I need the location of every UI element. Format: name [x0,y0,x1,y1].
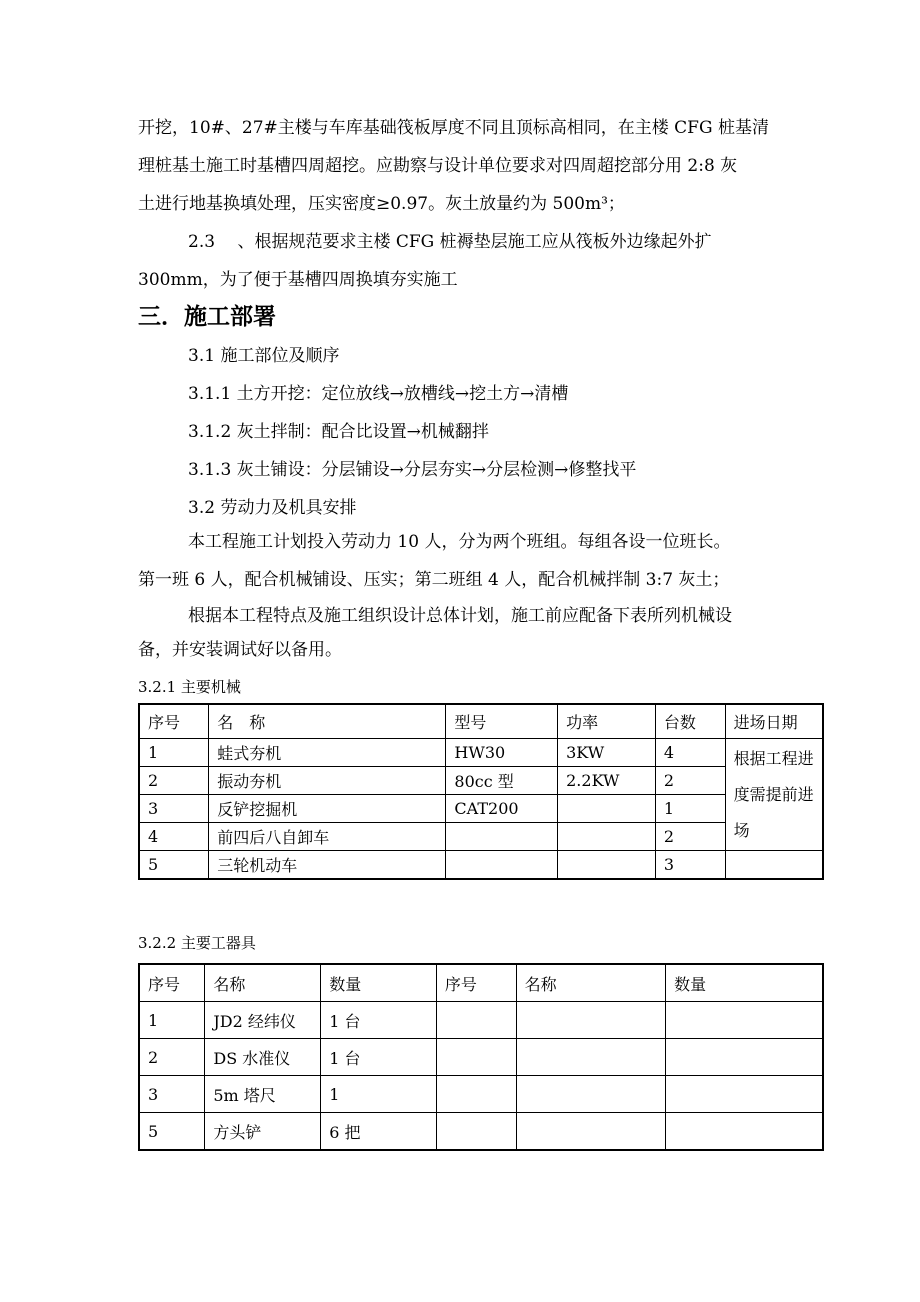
paragraph-line: 开挖，10#、27#主楼与车库基础筏板厚度不同且顶标高相同，在主楼 CFG 桩基清 [138,118,769,138]
tools-caption: 3.2.2 主要工器具 [138,934,256,952]
table-cell: 1 [321,1076,437,1113]
table-cell [436,1002,516,1039]
table-cell: 1 [139,739,209,767]
table-row [139,1002,823,1039]
paragraph-line: 根据本工程特点及施工组织设计总体计划，施工前应配备下表所列机械设 [188,606,732,626]
header-cell: 数量 [666,964,823,1002]
table-cell: 1 [139,1002,205,1039]
table-cell: 三轮机动车 [209,851,446,880]
table-cell: 5 [139,851,209,880]
table-cell: CAT200 [446,795,558,823]
table-row [139,851,823,880]
table-cell [446,851,558,880]
table-cell: 1 台 [321,1039,437,1076]
table-cell [516,1113,665,1151]
table-cell [516,1002,665,1039]
table-cell: 4 [655,739,725,767]
table-cell: HW30 [446,739,558,767]
paragraph-line: 理桩基土施工时基槽四周超挖。应勘察与设计单位要求对四周超挖部分用 2:8 灰 [138,156,738,176]
header-cell: 台数 [655,704,725,739]
section-title: 三．施工部署 [138,304,276,330]
paragraph-line: 本工程施工计划投入劳动力 10 人，分为两个班组。每组各设一位班长。 [188,532,731,552]
machinery-caption: 3.2.1 主要机械 [138,678,241,696]
table-row [139,795,823,823]
table-cell [666,1039,823,1076]
table-cell: 6 把 [321,1113,437,1151]
table-cell: 反铲挖掘机 [209,795,446,823]
table-cell: 2 [139,1039,205,1076]
list-item: 3.1.1 土方开挖：定位放线→放槽线→挖土方→清槽 [188,384,569,404]
paragraph-line: 备，并安装调试好以备用。 [138,640,342,660]
table-cell: 3KW [558,739,656,767]
table-cell: 4 [139,823,209,851]
table-cell [436,1113,516,1151]
table-cell [516,1076,665,1113]
paragraph-line: 300mm，为了便于基槽四周换填夯实施工 [138,270,458,290]
table-cell: 1 [655,795,725,823]
paragraph-line: 2.3 、根据规范要求主楼 CFG 桩褥垫层施工应从筏板外边缘起外扩 [188,232,712,252]
list-item: 3.1.2 灰土拌制：配合比设置→机械翻拌 [188,422,489,442]
table-cell: 2 [655,767,725,795]
list-item: 3.1.3 灰土铺设：分层铺设→分层夯实→分层检测→修整找平 [188,460,637,480]
table-cell: DS 水准仪 [205,1039,321,1076]
tools-table [138,963,824,1151]
table-cell: 5 [139,1113,205,1151]
table-cell: 前四后八自卸车 [209,823,446,851]
table-cell: 80cc 型 [446,767,558,795]
header-cell: 序号 [139,964,205,1002]
header-cell: 型号 [446,704,558,739]
table-cell: 3 [139,1076,205,1113]
header-cell: 名称 [205,964,321,1002]
table-cell: 2 [139,767,209,795]
header-cell: 序号 [436,964,516,1002]
header-cell: 功率 [558,704,656,739]
entry-date-note: 根据工程进度需提前进场 [725,739,823,851]
list-item: 3.1 施工部位及顺序 [188,346,340,366]
table-cell [558,823,656,851]
header-cell: 数量 [321,964,437,1002]
table-cell [558,795,656,823]
table-cell [558,851,656,880]
machinery-table [138,703,824,880]
table-row [139,739,823,767]
table-row [139,767,823,795]
table-cell [666,1002,823,1039]
table-row [139,823,823,851]
list-item: 3.2 劳动力及机具安排 [188,498,357,518]
table-cell: 1 台 [321,1002,437,1039]
table-cell [436,1076,516,1113]
table-cell: 3 [655,851,725,880]
table-cell [725,851,823,880]
table-cell [516,1039,665,1076]
table-cell: 方头铲 [205,1113,321,1151]
header-cell: 序号 [139,704,209,739]
table-cell: 振动夯机 [209,767,446,795]
table-cell: 5m 塔尺 [205,1076,321,1113]
table-cell: 2 [655,823,725,851]
table-cell [446,823,558,851]
table-cell [666,1076,823,1113]
paragraph-line: 土进行地基换填处理，压实密度≥0.97。灰土放量约为 500m³； [138,194,625,214]
table-cell [436,1039,516,1076]
paragraph-line: 第一班 6 人，配合机械铺设、压实；第二班组 4 人，配合机械拌制 3:7 灰土； [138,570,730,590]
table-cell: 2.2KW [558,767,656,795]
header-cell: 进场日期 [725,704,823,739]
table-header-row [139,704,823,739]
table-cell [666,1113,823,1151]
header-cell: 名 称 [209,704,446,739]
table-cell: 蛙式夯机 [209,739,446,767]
table-cell: JD2 经纬仪 [205,1002,321,1039]
header-cell: 名称 [516,964,665,1002]
table-row [139,1039,823,1076]
table-header-row [139,964,823,1002]
table-cell: 3 [139,795,209,823]
table-row [139,1113,823,1151]
table-row [139,1076,823,1113]
